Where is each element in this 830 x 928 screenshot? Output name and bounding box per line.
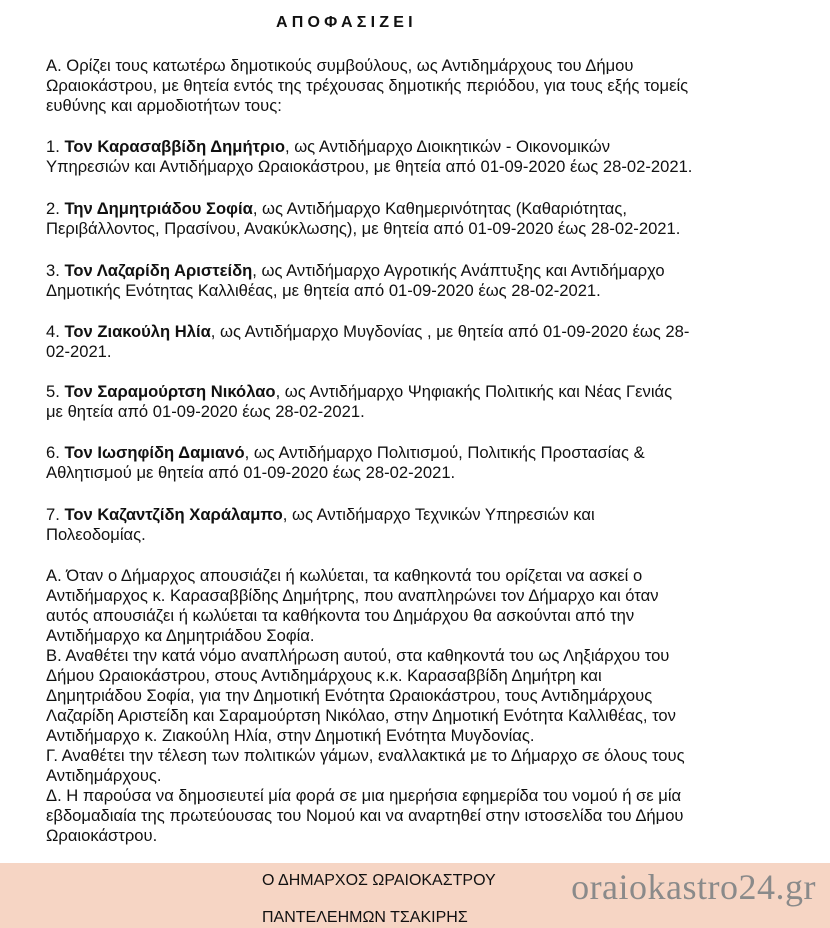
item-text: Υπηρεσιών και Αντιδήμαρχο Ωραιοκάστρου, με θητεία από 01-09-2020 έως 28-02-2021. (46, 157, 693, 176)
deputy-item-2 (46, 199, 798, 239)
deputy-item-3 (46, 261, 798, 301)
clause-line: Αντιδήμαρχο κα Δημητριάδου Σοφία. (46, 626, 315, 645)
item-number: 4. (46, 322, 60, 341)
document-title: ΑΠΟΦΑΣΙΖΕΙ (276, 14, 417, 31)
deputy-item-4 (46, 322, 798, 362)
deputy-item-1 (46, 137, 798, 177)
intro-line: Α. Ορίζει τους κατωτέρω δημοτικούς συμβούλους, ως Αντιδημάρχους του Δήμου (46, 56, 634, 75)
item-text: με θητεία από 01-09-2020 έως 28-02-2021. (46, 402, 365, 421)
deputy-name: Τον Καζαντζίδη Χαράλαμπο (64, 505, 283, 524)
clause-line: εβδομαδιαία της πρωτεύουσας του Νομού και να αναρτηθεί στην ιστοσελίδα του Δήμου (46, 806, 684, 825)
item-number: 5. (46, 382, 60, 401)
deputy-item-7 (46, 505, 798, 545)
item-text: 02-2021. (46, 342, 112, 361)
item-number: 2. (46, 199, 60, 218)
clause-line: Γ. Αναθέτει την τέλεση των πολιτικών γάμων, εναλλακτικά με το Δήμαρχο σε όλους τους (46, 746, 685, 765)
item-text: , ως Αντιδήμαρχο Καθημερινότητας (Καθαριότητας, (252, 199, 627, 218)
item-text: , ως Αντιδήμαρχο Αγροτικής Ανάπτυξης και Αντιδήμαρχο (252, 261, 665, 280)
mayor-title: Ο ΔΗΜΑΡΧΟΣ ΩΡΑΙΟΚΑΣΤΡΟΥ (262, 872, 496, 889)
clause-line: Δήμου Ωραιοκάστρου, στους Αντιδημάρχους κ.κ. Καρασαββίδη Δημήτρη και (46, 666, 602, 685)
item-text: , ως Αντιδήμαρχο Διοικητικών - Οικονομικών (285, 137, 611, 156)
clause-line: Δημητριάδου Σοφία, για την Δημοτική Ενότητα Ωραιοκάστρου, τους Αντιδημάρχους (46, 686, 653, 705)
clause-line: αυτός απουσιάζει ή κωλύεται τα καθήκοντα του Δημάρχου θα ασκούνται από την (46, 606, 635, 625)
item-number: 3. (46, 261, 60, 280)
clause-line: Αντιδήμαρχος κ. Καρασαββίδης Δημήτρης, που αναπληρώνει τον Δήμαρχο και όταν (46, 586, 659, 605)
site-watermark: oraiokastro24.gr (571, 867, 816, 907)
item-text: Περιβάλλοντος, Πρασίνου, Ανακύκλωσης), με θητεία από 01-09-2020 έως 28-02-2021. (46, 219, 681, 238)
clause-line: Β. Αναθέτει την κατά νόμο αναπλήρωση αυτού, στα καθηκοντά του ως Ληξιάρχου του (46, 646, 670, 665)
intro-line: ευθύνης και αρμοδιοτήτων τους: (46, 96, 282, 115)
deputy-name: Τον Καρασαββίδη Δημήτριο (64, 137, 285, 156)
mayor-name: ΠΑΝΤΕΛΕΗΜΩΝ ΤΣΑΚΙΡΗΣ (262, 909, 468, 926)
deputy-name: Τον Ιωσηφίδη Δαμιανό (64, 443, 245, 462)
item-number: 6. (46, 443, 60, 462)
clauses-section (46, 566, 798, 846)
item-text: Αθλητισμού με θητεία από 01-09-2020 έως 28-02-2021. (46, 463, 456, 482)
item-text: Πολεοδομίας. (46, 525, 146, 544)
item-text: , ως Αντιδήμαρχο Πολιτισμού, Πολιτικής Προστασίας & (244, 443, 645, 462)
deputy-name: Τον Ζιακούλη Ηλία (64, 322, 211, 341)
item-number: 1. (46, 137, 60, 156)
item-number: 7. (46, 505, 60, 524)
signature-footer (0, 863, 830, 928)
clause-line: Ωραιοκάστρου. (46, 826, 158, 845)
clause-line: Α. Όταν ο Δήμαρχος απουσιάζει ή κωλύεται, τα καθηκοντά του ορίζεται να ασκεί ο (46, 566, 643, 585)
clause-line: Αντιδήμαρχο κ. Ζιακούλη Ηλία, στην Δημοτική Ενότητα Μυγδονίας. (46, 726, 535, 745)
intro-line: Ωραιοκάστρου, με θητεία εντός της τρέχουσας δημοτικής περιόδου, για τους εξής τομείς (46, 76, 689, 95)
deputy-name: Την Δημητριάδου Σοφία (64, 199, 253, 218)
item-text: , ως Αντιδήμαρχο Τεχνικών Υπηρεσιών και (282, 505, 595, 524)
clause-line: Δ. Η παρούσα να δημοσιευτεί μία φορά σε μια ημερήσια εφημερίδα του νομού ή σε μία (46, 786, 682, 805)
deputy-item-5 (46, 382, 798, 422)
deputy-name: Τον Σαραμούρτση Νικόλαο (64, 382, 276, 401)
item-text: , ως Αντιδήμαρχο Ψηφιακής Πολιτικής και Νέας Γενιάς (275, 382, 673, 401)
clause-line: Αντιδημάρχους. (46, 766, 162, 785)
clause-line: Λαζαρίδη Αριστείδη και Σαραμούρτση Νικόλαο, στην Δημοτική Ενότητα Καλλιθέας, τον (46, 706, 676, 725)
deputy-name: Τον Λαζαρίδη Αριστείδη (64, 261, 253, 280)
intro-paragraph (46, 56, 798, 116)
item-text: Δημοτικής Ενότητας Καλλιθέας, με θητεία από 01-09-2020 έως 28-02-2021. (46, 281, 601, 300)
deputy-item-6 (46, 443, 798, 483)
item-text: , ως Αντιδήμαρχο Μυγδονίας , με θητεία από 01-09-2020 έως 28- (210, 322, 690, 341)
